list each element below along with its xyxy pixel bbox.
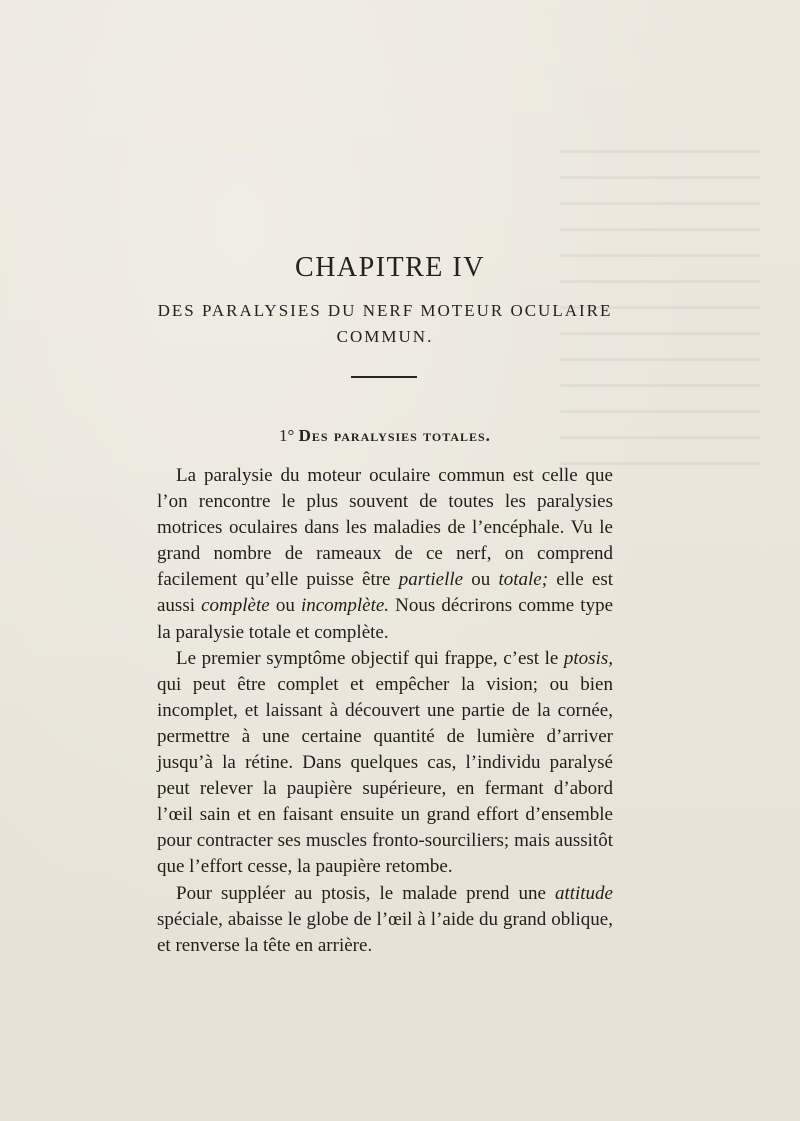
section-title: Des paralysies totales. [298, 426, 491, 445]
text-run: Pour suppléer au ptosis, le malade prend une [176, 882, 555, 904]
section-heading [0, 426, 770, 446]
text-run: ou [269, 595, 301, 617]
text-run: qui peut être complet et empêcher la vision; ou bien incomplet, et laissant à découvert une partie de la cornée, permettre à une certaine quantité de lumière d’arriver jusqu’à la rétine. Dans quelques cas, l’individu paralysé peut relever la paupière supérieure, en fermant d’abord l’œil sain et en faisant ensuite un grand effort d’ensemble pour contracter ses muscles fronto-sourciliers; mais aussitôt que l’effort cesse, la paupière retombe. [157, 673, 613, 878]
paragraph [157, 881, 613, 959]
italic-run: complète [201, 595, 270, 617]
chapter-subtitle: DES PARALYSIES DU NERF MOTEUR OCULAIRE COMMUN. [157, 301, 613, 346]
paragraph [157, 463, 613, 646]
italic-run: incomplète. [300, 595, 390, 617]
italic-run: partielle [398, 569, 464, 591]
body-text [157, 463, 613, 959]
text-run: Nous décrirons comme type la paralysie totale et complète. [157, 595, 613, 643]
italic-run: attitude [554, 882, 613, 904]
text-run: La paralysie du moteur oculaire commun est celle que l’on rencontre le plus souvent de toutes les paralysies motrices oculaires dans les maladies de l’encéphale. Vu le grand nombre de rameaux de ce nerf, on comprend facilement qu’elle puisse être [157, 465, 613, 591]
chapter-title: CHAPITRE IV [295, 252, 485, 283]
text-run: spéciale, abaisse le globe de l’œil à l’aide du grand oblique, et renverse la tête en arrière. [157, 908, 613, 956]
text-run: Le premier symptôme objectif qui frappe, c’est le [176, 647, 564, 669]
italic-run: totale; [498, 569, 549, 591]
text-run: ou [463, 569, 499, 591]
text-run: elle est aussi [157, 569, 613, 617]
title-divider [351, 376, 417, 378]
section-number: 1° [279, 426, 295, 445]
paragraph [157, 646, 613, 881]
italic-run: ptosis, [563, 647, 613, 669]
